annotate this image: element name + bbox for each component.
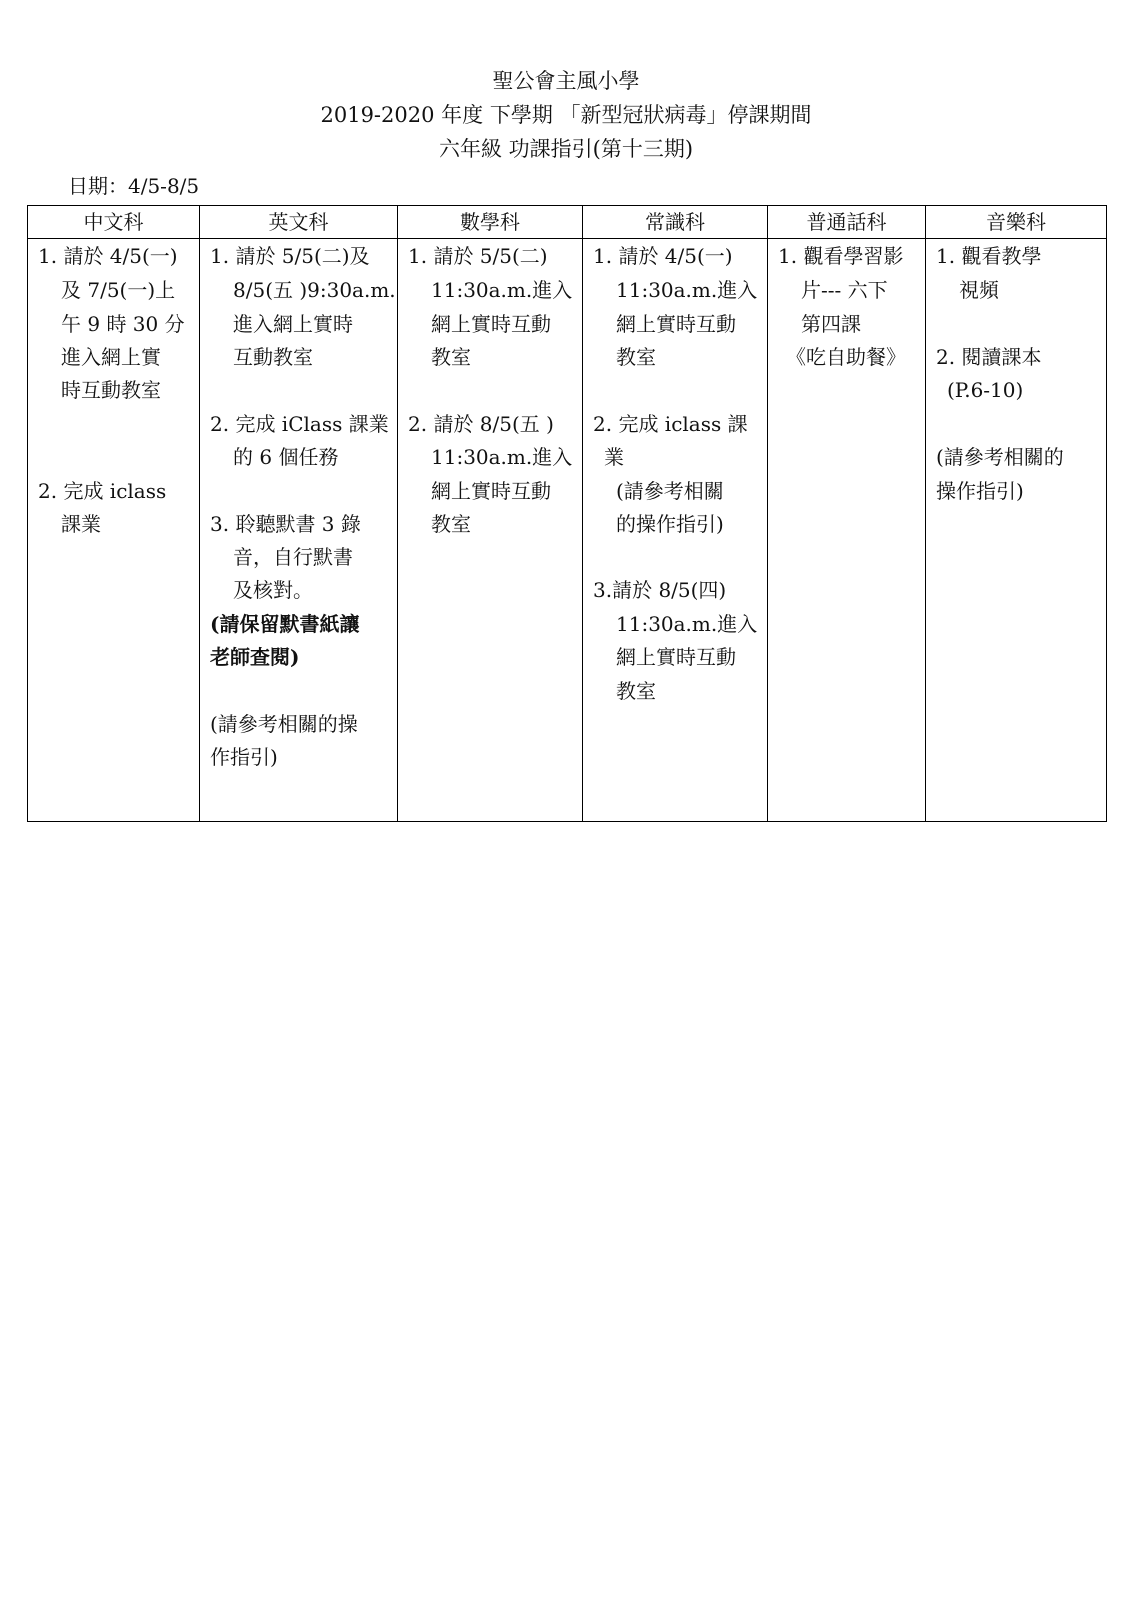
line: 進入網上實時 [233,312,353,336]
line: (請參考相關 [616,479,724,503]
col-music-header: 音樂科 [926,206,1107,239]
col-gs-header: 常識科 [583,206,768,239]
line: 網上實時互動 [431,479,551,503]
line: 網上實時互動 [431,312,551,336]
col-math-header: 數學科 [398,206,583,239]
line: 業 [604,445,624,469]
line: 1. 請於 5/5(二)及 [210,244,370,268]
line-bold: (請保留默書紙讓 [210,612,360,636]
line: 課業 [61,512,101,536]
line: 網上實時互動 [616,312,736,336]
line: 2. 完成 iclass [38,479,167,503]
term-line: 2019-2020 年度 下學期 「新型冠狀病毒」停課期間 [320,103,812,127]
line: 第四課 [801,312,861,336]
line: 互動教室 [233,345,313,369]
line: 1. 請於 5/5(二) [408,244,548,268]
cell-general-studies [583,239,768,822]
line: 教室 [431,512,471,536]
header-row [28,206,1107,239]
line: 11:30a.m.進入 [431,278,573,302]
line: 教室 [616,345,656,369]
school-name: 聖公會主風小學 [492,69,640,93]
line: 2. 完成 iClass 課業 [210,412,389,436]
col-chinese-header: 中文科 [28,206,200,239]
line: 2. 完成 iclass 課 [593,412,748,436]
cell-music [926,239,1107,822]
line: 11:30a.m.進入 [431,445,573,469]
col-english-header: 英文科 [200,206,398,239]
line: 教室 [616,679,656,703]
cell-english [200,239,398,822]
line: 1. 請於 4/5(一) [593,244,733,268]
cell-math [398,239,583,822]
line: 8/5(五 )9:30a.m. [233,278,396,302]
line: 2. 閱讀課本 [936,345,1042,369]
line: 操作指引) [936,479,1024,503]
line: 3. 聆聽默書 3 錄 [210,512,361,536]
line: 《吃自助餐》 [786,345,906,369]
line: 2. 請於 8/5(五 ) [408,412,554,436]
line-bold: 老師查閱) [210,645,300,669]
line: 的操作指引) [616,512,724,536]
line: (請參考相關的操 [210,712,358,736]
guide-line: 六年級 功課指引(第十三期) [438,137,694,161]
cell-chinese [28,239,200,822]
line: (請參考相關的 [936,445,1064,469]
line: 11:30a.m.進入 [616,278,758,302]
line: 1. 觀看教學 [936,244,1042,268]
date-line: 日期：4/5-8/5 [68,174,200,198]
line: 1. 觀看學習影 [778,244,904,268]
line: 11:30a.m.進入 [616,612,758,636]
line: 1. 請於 4/5(一) [38,244,178,268]
line: 及核對。 [233,578,313,602]
line: 3.請於 8/5(四) [593,578,727,602]
col-putonghua-header: 普通話科 [768,206,926,239]
line: 視頻 [959,278,999,302]
line: 網上實時互動 [616,645,736,669]
line: 音，自行默書 [233,545,353,569]
line: 作指引) [210,745,278,769]
line: 的 6 個任務 [233,445,339,469]
line: 教室 [431,345,471,369]
title-block [0,64,1132,166]
line: 片--- 六下 [801,278,888,302]
cell-putonghua [768,239,926,822]
content-row [28,239,1107,822]
line: 進入網上實 [61,345,161,369]
homework-table [27,205,1107,822]
line: 及 7/5(一)上 [61,278,176,302]
line: 時互動教室 [61,378,161,402]
line: (P.6-10) [947,378,1024,402]
line: 午 9 時 30 分 [61,312,185,336]
